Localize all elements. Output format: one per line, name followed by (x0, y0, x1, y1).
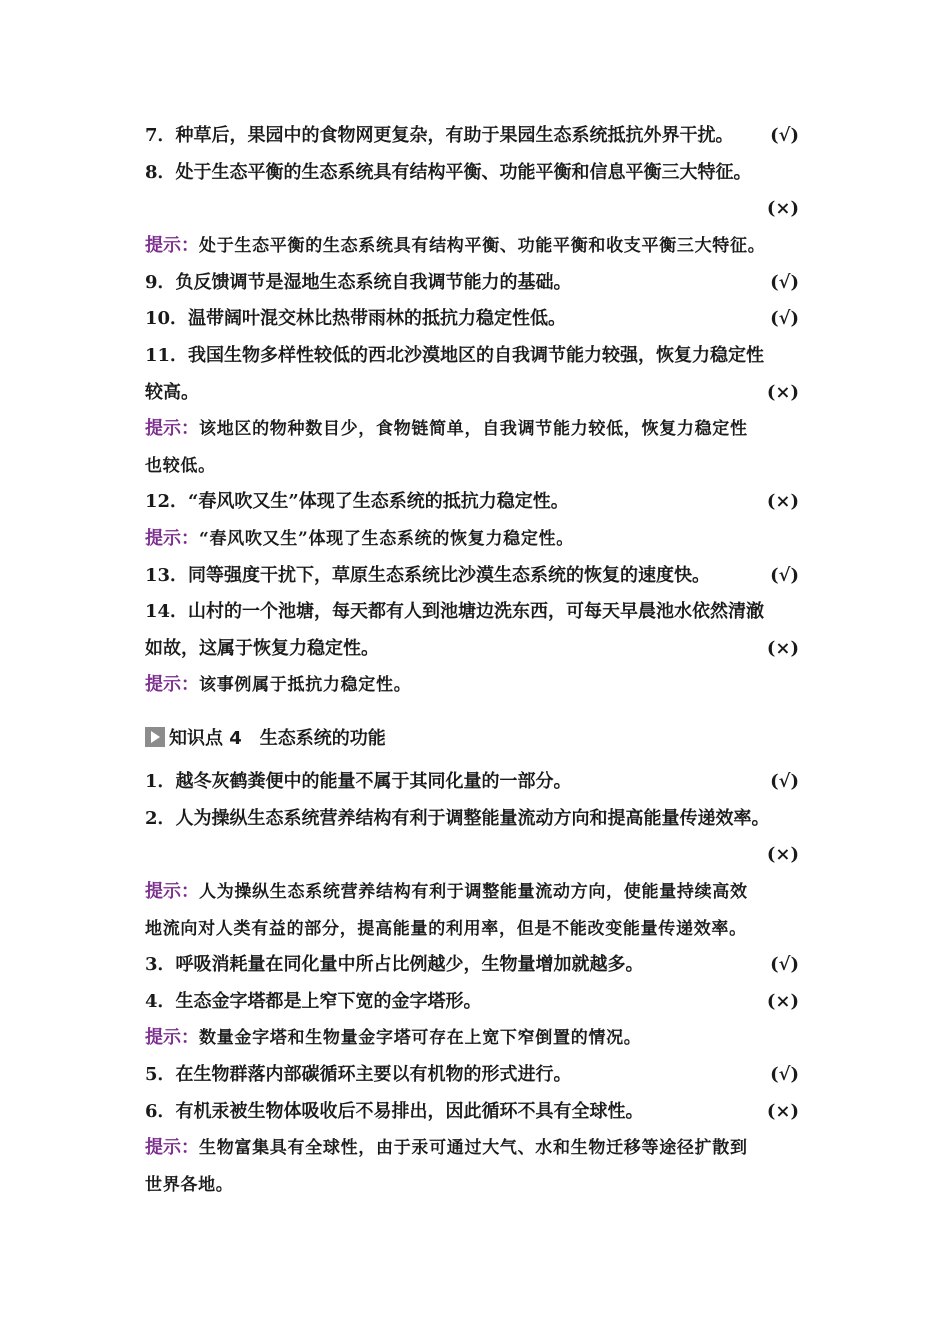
hint-label: 提示： (145, 674, 199, 696)
hint-text: 人为操纵生态系统营养结构有利于调整能量流动方向，使能量持续高效 (199, 882, 748, 903)
question-11-cont (145, 375, 807, 412)
hint-2 (145, 874, 807, 911)
hint-text: 该地区的物种数目少，食物链简单，自我调节能力较低，恢复力稳定性 (199, 419, 748, 440)
play-icon (145, 727, 165, 747)
hint-text: 数量金字塔和生物量金字塔可存在上宽下窄倒置的情况。 (199, 1028, 642, 1049)
question-text: 8．处于生态平衡的生态系统具有结构平衡、功能平衡和信息平衡三大特征。 (145, 161, 752, 183)
hint-text: 处于生态平衡的生态系统具有结构平衡、功能平衡和收支平衡三大特征。 (199, 236, 766, 257)
hint-label: 提示： (145, 235, 199, 257)
hint-label: 提示： (145, 1137, 199, 1159)
question-2 (145, 801, 807, 838)
section-heading (145, 716, 807, 762)
question-5 (145, 1057, 807, 1094)
hint-2-cont (145, 911, 807, 948)
answer-mark: (√) (770, 308, 799, 330)
question-12 (145, 484, 807, 521)
question-8-mark-line (145, 191, 807, 228)
question-1 (145, 764, 807, 801)
question-text: 13．同等强度干扰下，草原生态系统比沙漠生态系统的恢复的速度快。 (145, 564, 711, 586)
question-text: 较高。 (145, 381, 199, 403)
question-13 (145, 558, 807, 595)
answer-mark: (√) (770, 271, 799, 293)
question-text: 3．呼吸消耗量在同化量中所占比例越少，生物量增加就越多。 (145, 954, 644, 976)
question-text: 10．温带阔叶混交林比热带雨林的抵抗力稳定性低。 (145, 308, 567, 330)
hint-label: 提示： (145, 1027, 199, 1049)
question-text: 9．负反馈调节是湿地生态系统自我调节能力的基础。 (145, 271, 572, 293)
hint-11-cont (145, 448, 807, 485)
question-2-mark-line (145, 837, 807, 874)
hint-text: 世界各地。 (145, 1174, 234, 1195)
hint-text: 也较低。 (145, 455, 216, 476)
answer-mark: (√) (770, 125, 799, 146)
answer-mark: (×) (766, 198, 799, 220)
hint-text: 该事例属于抵抗力稳定性。 (199, 675, 412, 696)
hint-text: 地流向对人类有益的部分，提高能量的利用率，但是不能改变能量传递效率。 (145, 918, 747, 939)
question-6 (145, 1094, 807, 1131)
question-text: 7．种草后，果园中的食物网更复杂，有助于果园生态系统抵抗外界干扰。 (145, 125, 734, 146)
question-text: 5．在生物群落内部碳循环主要以有机物的形式进行。 (145, 1064, 572, 1086)
answer-mark: (√) (770, 1064, 799, 1086)
question-text: 11．我国生物多样性较低的西北沙漠地区的自我调节能力较强，恢复力稳定性 (145, 344, 765, 366)
question-text: 6．有机汞被生物体吸收后不易排出，因此循环不具有全球性。 (145, 1100, 644, 1122)
hint-8 (145, 228, 807, 265)
answer-mark: (×) (766, 844, 799, 866)
hint-11 (145, 411, 807, 448)
question-8 (145, 155, 807, 192)
hint-label: 提示： (145, 418, 199, 440)
hint-14 (145, 667, 807, 704)
question-text: 4．生态金字塔都是上窄下宽的金字塔形。 (145, 990, 482, 1012)
question-4 (145, 984, 807, 1021)
document-content (145, 118, 807, 1203)
hint-label: 提示： (145, 527, 199, 549)
question-text: 14．山村的一个池塘，每天都有人到池塘边洗东西，可每天早晨池水依然清澈 (145, 601, 765, 623)
section-number: 知识点 4 (169, 727, 242, 749)
question-text: 2．人为操纵生态系统营养结构有利于调整能量流动方向和提高能量传递效率。 (145, 807, 770, 829)
question-3 (145, 947, 807, 984)
hint-12 (145, 521, 807, 558)
answer-mark: (×) (766, 637, 799, 659)
answer-mark: (×) (766, 1100, 799, 1122)
hint-label: 提示： (145, 881, 199, 903)
question-7 (145, 118, 807, 155)
hint-text: “春风吹又生”体现了生态系统的恢复力稳定性。 (199, 528, 574, 549)
question-14 (145, 594, 807, 631)
question-14-cont (145, 631, 807, 668)
hint-6-cont (145, 1167, 807, 1204)
question-9 (145, 265, 807, 302)
section-title: 生态系统的功能 (259, 727, 386, 749)
answer-mark: (√) (770, 564, 799, 586)
answer-mark: (×) (766, 491, 799, 513)
question-11 (145, 338, 807, 375)
question-text: 如故，这属于恢复力稳定性。 (145, 637, 379, 659)
question-text: 1．越冬灰鹤粪便中的能量不属于其同化量的一部分。 (145, 770, 572, 792)
answer-mark: (√) (770, 954, 799, 976)
question-text: 12．“春风吹又生”体现了生态系统的抵抗力稳定性。 (145, 491, 569, 513)
question-10 (145, 301, 807, 338)
hint-text: 生物富集具有全球性，由于汞可通过大气、水和生物迁移等途径扩散到 (199, 1138, 748, 1159)
answer-mark: (×) (766, 990, 799, 1012)
answer-mark: (×) (766, 381, 799, 403)
hint-4 (145, 1020, 807, 1057)
answer-mark: (√) (770, 770, 799, 792)
hint-6 (145, 1130, 807, 1167)
